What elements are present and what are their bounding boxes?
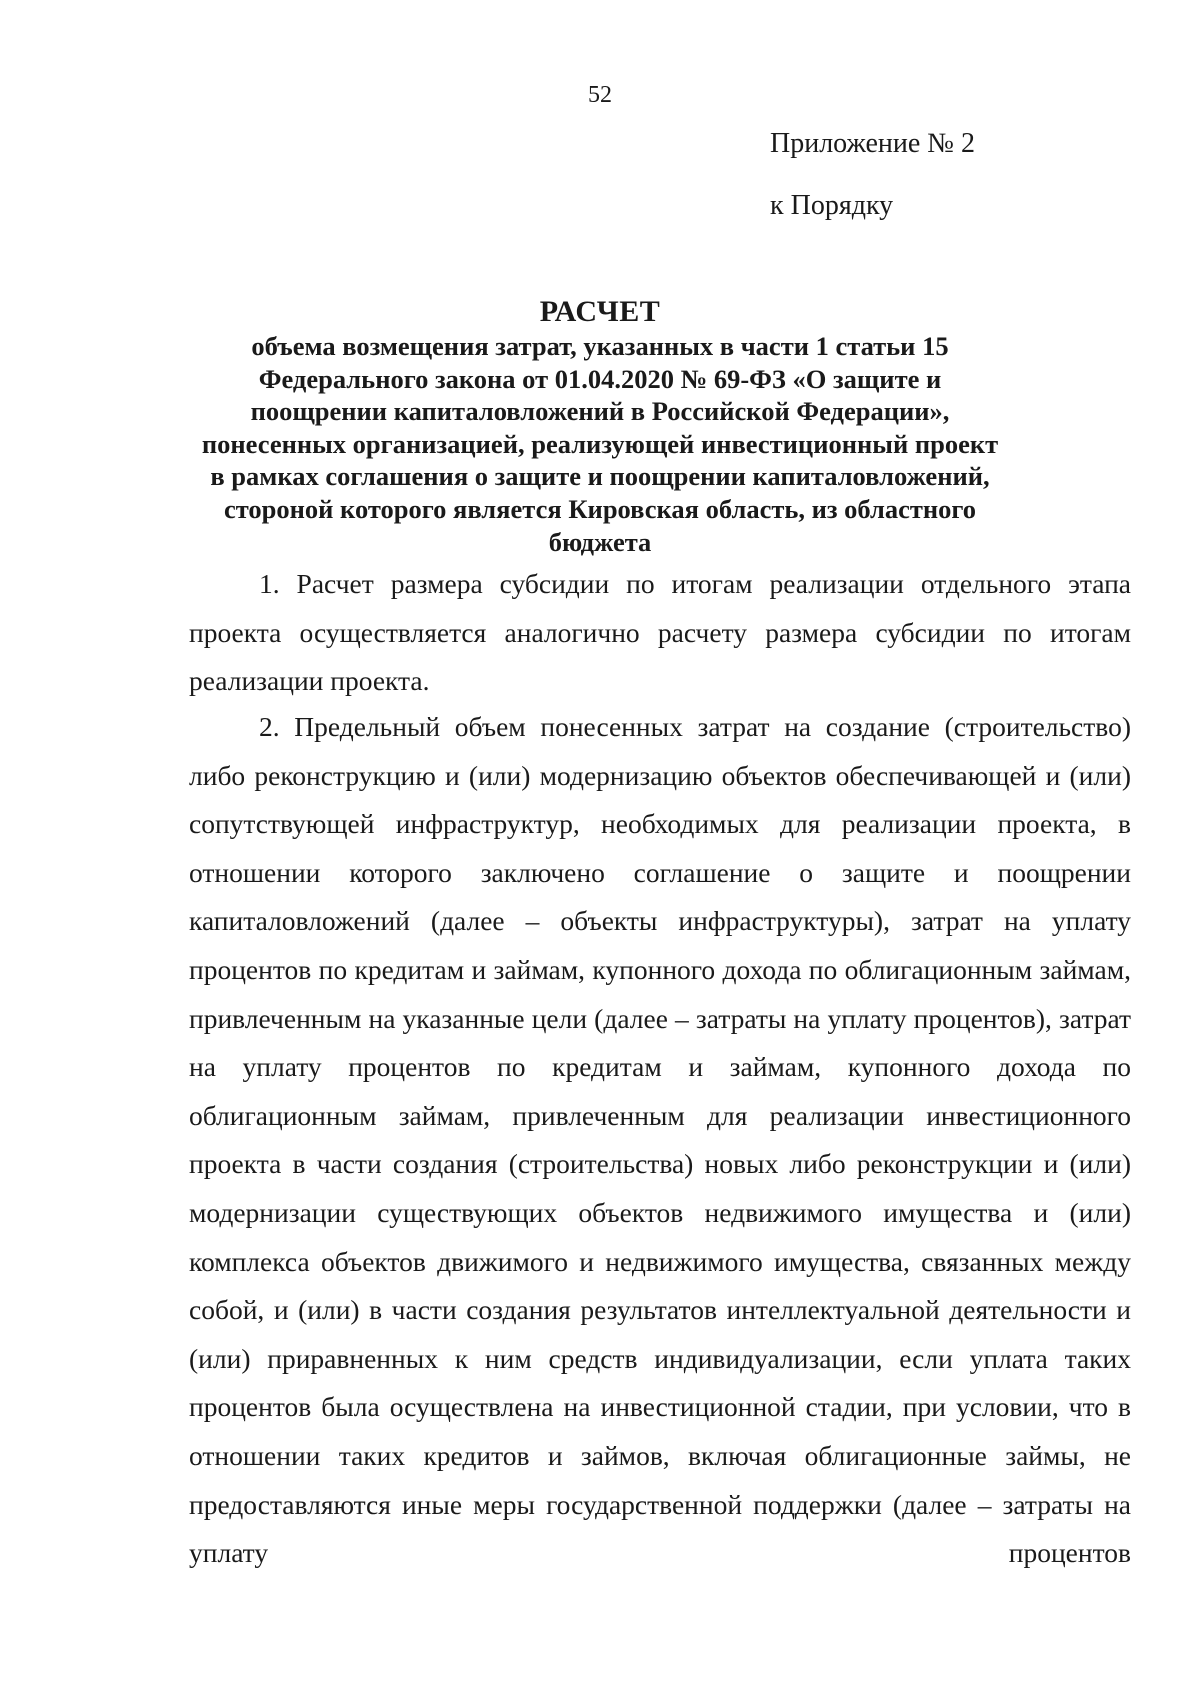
document-subtitle: объема возмещения затрат, указанных в части 1 статьи 15 Федерального закона от 01.04.2020 № 69-ФЗ «О защите и поощрении капиталовложений в Российской Федерации», понесенных организацией, реализующей инвестиционный проект в рамках соглашения о защите и поощрении капиталовложений, стороной которого является Кировская область, из областного бюджета	[201, 331, 999, 557]
paragraph-1: 1. Расчет размера субсидии по итогам реализации отдельного этапа проекта осуществляется аналогично расчету размера субсидии по итогам реализации проекта.	[189, 568, 1131, 697]
page-number: 52	[588, 82, 612, 108]
appendix-reference: к Порядку	[770, 190, 894, 221]
paragraph-2: 2. Предельный объем понесенных затрат на создание (строительство) либо реконструкцию и (или) модернизацию объектов обеспечивающей и (или) сопутствующей инфраструктур, необходимых для реализации проекта, в отношении которого заключено соглашение о защите и поощрении капиталовложений (далее – объекты инфраструктуры), затрат на уплату процентов по кредитам и займам, купонного дохода по облигационным займам, привлеченным на указанные цели (далее – затраты на уплату процентов), затрат на уплату процентов по кредитам и займам, купонного дохода по облигационным займам, привлеченным для реализации инвестиционного проекта в части создания (строительства) новых либо реконструкции и (или) модернизации существующих объектов недвижимого имущества и (или) комплекса объектов движимого и недвижимого имущества, связанных между собой, и (или) в части создания результатов интеллектуальной деятельности и (или) приравненных к ним средств индивидуализации, если уплата таких процентов была осуществлена на инвестиционной стадии, при условии, что в отношении таких кредитов и займов, включая облигационные займы, не предоставляются иные меры государственной поддержки (далее – затраты на уплату процентов	[189, 711, 1131, 1569]
appendix-label: Приложение № 2	[770, 128, 975, 159]
document-title: РАСЧЕТ	[539, 295, 661, 328]
